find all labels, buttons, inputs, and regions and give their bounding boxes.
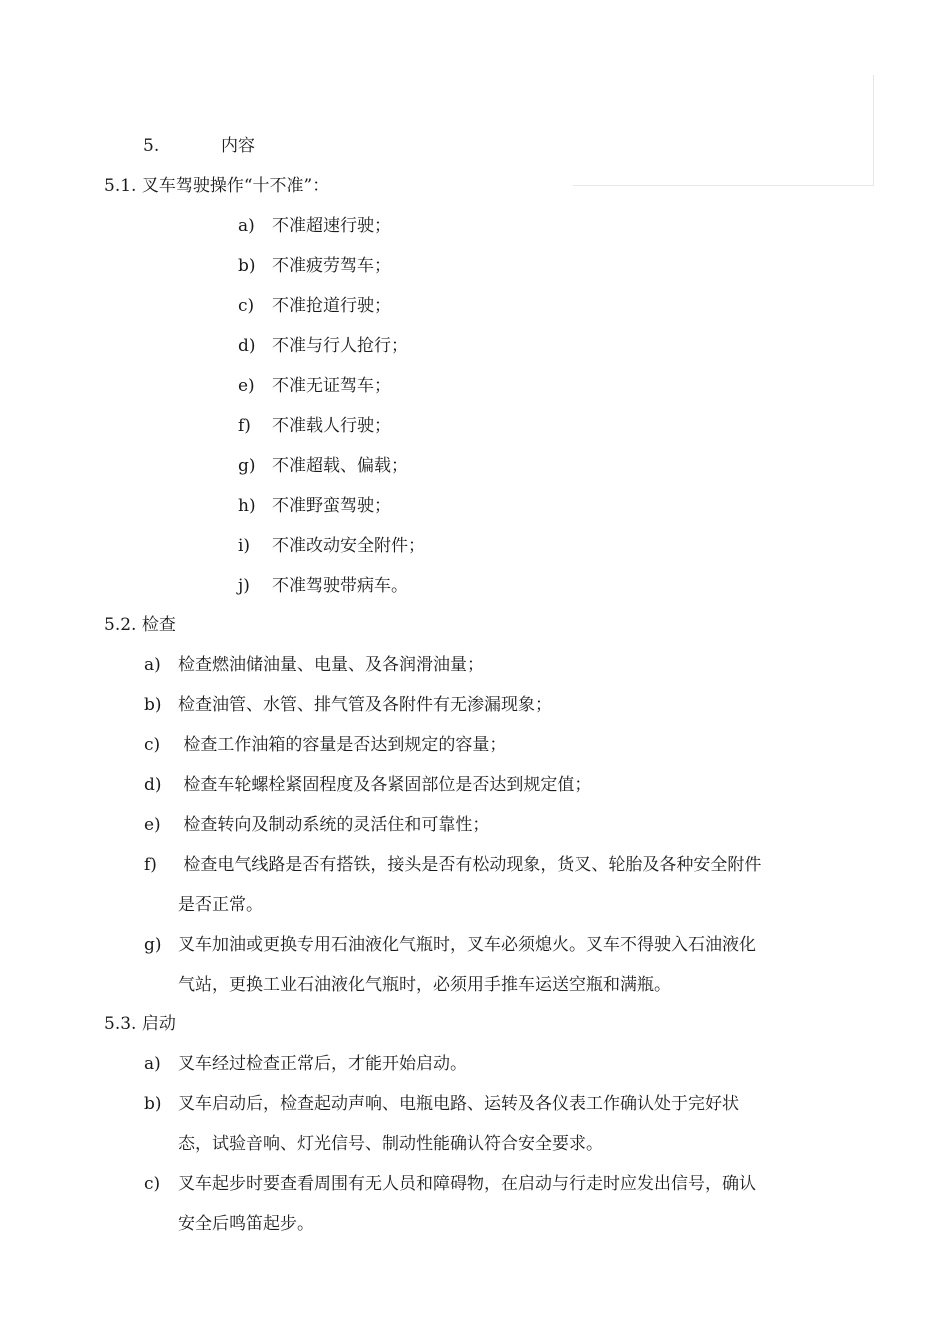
list-item-continuation: 气站，更换工业石油液化气瓶时，必须用手推车运送空瓶和满瓶。 [178, 975, 671, 995]
subsection-5-3-title: 5.3. 启动 [104, 1014, 176, 1034]
list-item-text: 检查转向及制动系统的灵活住和可靠性； [178, 815, 490, 835]
list-item-text: 不准疲劳驾车； [272, 256, 391, 276]
header-frame [573, 75, 874, 186]
list-item-text: 叉车启动后，检查起动声响、电瓶电路、运转及各仪表工作确认处于完好状 [178, 1094, 739, 1114]
list-item-label: a) [144, 1054, 161, 1074]
list-item-label: b) [144, 695, 162, 715]
list-item-text: 叉车加油或更换专用石油液化气瓶时，叉车必须熄火。叉车不得驶入石油液化 [178, 935, 756, 955]
list-item-text: 检查电气线路是否有搭铁，接头是否有松动现象，货叉、轮胎及各种安全附件 [178, 855, 762, 875]
list-item-label: e) [238, 376, 255, 396]
list-item-text: 检查油管、水管、排气管及各附件有无渗漏现象； [178, 695, 552, 715]
list-item-text: 叉车经过检查正常后，才能开始启动。 [178, 1054, 467, 1074]
list-item-label: a) [144, 655, 161, 675]
list-item-label: i) [238, 536, 251, 556]
section-title: 内容 [221, 136, 255, 156]
list-item-label: j) [238, 576, 250, 596]
section-heading [143, 134, 255, 158]
subsection-5-2-heading [104, 613, 176, 637]
list-item-text: 不准改动安全附件； [272, 536, 425, 556]
list-item-text: 检查燃油储油量、电量、及各润滑油量； [178, 655, 484, 675]
list-item-label: e) [144, 815, 161, 835]
list-item-label: b) [144, 1094, 162, 1114]
list-item-label: f) [238, 416, 251, 436]
list-item-text: 不准野蛮驾驶； [272, 496, 391, 516]
subsection-5-1-title: 5.1. 叉车驾驶操作“十不准”： [104, 176, 330, 196]
list-item-label: c) [144, 1174, 161, 1194]
list-item-label: g) [238, 456, 256, 476]
list-item-continuation: 安全后鸣笛起步。 [178, 1214, 314, 1234]
list-item-label: d) [238, 336, 256, 356]
list-item-text: 不准载人行驶； [272, 416, 391, 436]
subsection-5-1-heading [104, 174, 329, 198]
list-item-text: 检查工作油箱的容量是否达到规定的容量； [178, 735, 507, 755]
section-number: 5. [143, 136, 160, 156]
list-item-continuation: 是否正常。 [178, 895, 263, 915]
list-item-text: 不准无证驾车； [272, 376, 391, 396]
list-item-text: 不准超载、偏载； [272, 456, 408, 476]
list-item-label: d) [144, 775, 162, 795]
list-item-text: 不准与行人抢行； [272, 336, 408, 356]
list-item-label: h) [238, 496, 256, 516]
list-item-text: 不准超速行驶； [272, 216, 391, 236]
subsection-5-3-heading [104, 1012, 176, 1036]
list-item-label: f) [144, 855, 157, 875]
list-item-text: 检查车轮螺栓紧固程度及各紧固部位是否达到规定值； [178, 775, 592, 795]
list-item-text: 不准抢道行驶； [272, 296, 391, 316]
list-item-text: 不准驾驶带病车。 [272, 576, 408, 596]
list-item-label: g) [144, 935, 162, 955]
subsection-5-2-title: 5.2. 检查 [104, 615, 176, 635]
list-item-label: c) [238, 296, 255, 316]
list-item-label: a) [238, 216, 255, 236]
list-item-continuation: 态，试验音响、灯光信号、制动性能确认符合安全要求。 [178, 1134, 603, 1154]
list-item-label: b) [238, 256, 256, 276]
list-item-label: c) [144, 735, 161, 755]
list-item-text: 叉车起步时要查看周围有无人员和障碍物，在启动与行走时应发出信号，确认 [178, 1174, 756, 1194]
